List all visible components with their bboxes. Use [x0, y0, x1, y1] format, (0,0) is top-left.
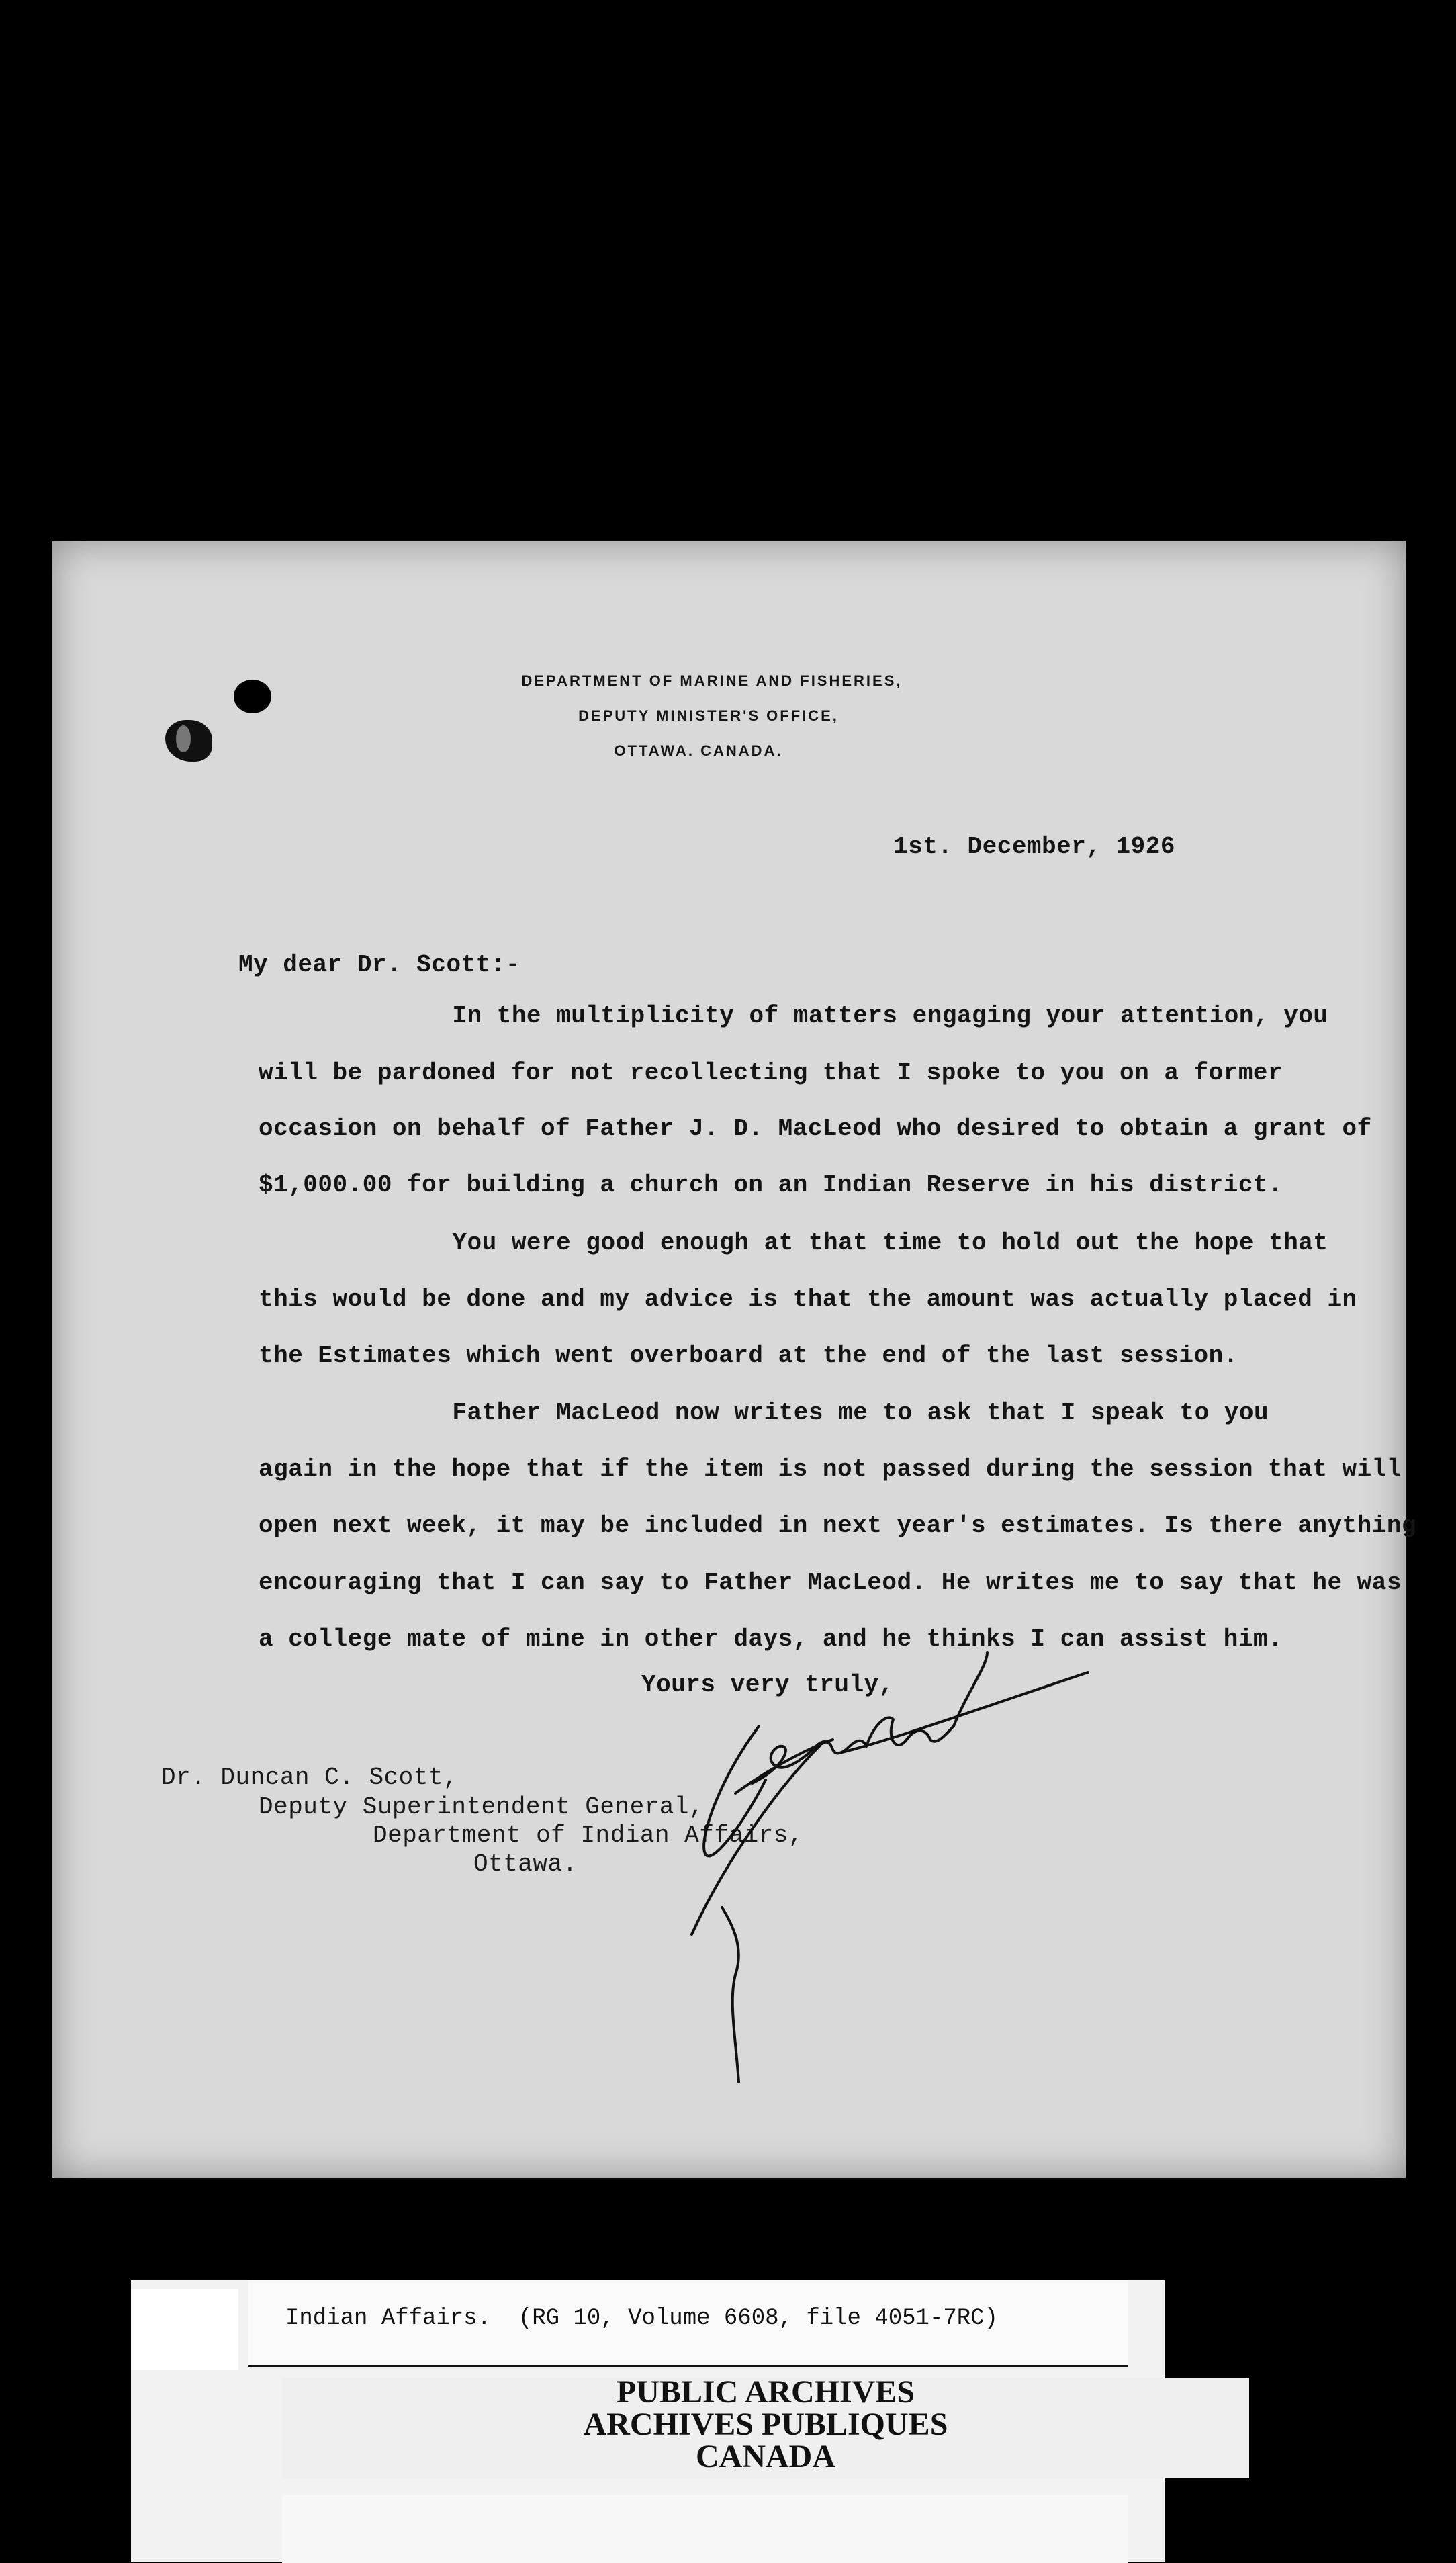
closing: Yours very truly,: [641, 1671, 894, 1699]
body-line: a college mate of mine in other days, and he thinks I can assist him.: [259, 1625, 1283, 1653]
body-line: will be pardoned for not recollecting that I spoke to you on a former: [259, 1059, 1283, 1087]
body-line: $1,000.00 for building a church on an Indian Reserve in his district.: [259, 1171, 1283, 1199]
body-line: this would be done and my advice is that the amount was actually placed in: [259, 1286, 1357, 1313]
letterhead-office: DEPUTY MINISTER'S OFFICE,: [578, 707, 839, 724]
address-line: Deputy Superintendent General,: [259, 1793, 704, 1821]
archive-reference-tab: [248, 2280, 1128, 2367]
body-line: again in the hope that if the item is not passed during the session that will: [259, 1455, 1402, 1483]
label-bottom-strip: [282, 2495, 1128, 2563]
address-line: Ottawa.: [473, 1850, 578, 1878]
address-line: Department of Indian Affairs,: [373, 1822, 804, 1849]
letterhead-location: OTTAWA. CANADA.: [614, 742, 783, 759]
stamp-line: ARCHIVES PUBLIQUES: [583, 2407, 948, 2442]
signature: [672, 1639, 1101, 2096]
body-line: the Estimates which went overboard at the end of the last session.: [259, 1342, 1238, 1369]
archive-reference: Indian Affairs. (RG 10, Volume 6608, file 4051-7RC): [285, 2306, 998, 2331]
body-line: encouraging that I can say to Father MacLeod. He writes me to say that he was: [259, 1569, 1402, 1597]
letterhead: [457, 664, 967, 768]
body-line: open next week, it may be included in next year's estimates. Is there anything: [259, 1512, 1417, 1539]
body-line: occasion on behalf of Father J. D. MacLeod who desired to obtain a grant of: [259, 1115, 1372, 1142]
body-line: You were good enough at that time to hold out the hope that: [393, 1229, 1328, 1257]
label-edge: [131, 2289, 238, 2370]
letterhead-department: DEPARTMENT OF MARINE AND FISHERIES,: [521, 672, 903, 689]
punch-hole: [234, 680, 271, 713]
salutation: My dear Dr. Scott:-: [238, 951, 520, 979]
body-line: Father MacLeod now writes me to ask that I speak to you: [393, 1399, 1269, 1427]
letter-date: 1st. December, 1926: [893, 833, 1175, 860]
stamp-line: CANADA: [696, 2439, 835, 2474]
address-line: Dr. Duncan C. Scott,: [161, 1764, 459, 1791]
stamp-line: PUBLIC ARCHIVES: [616, 2374, 915, 2410]
body-line: In the multiplicity of matters engaging your attention, you: [393, 1002, 1328, 1030]
archive-stamp: [510, 2376, 1021, 2473]
